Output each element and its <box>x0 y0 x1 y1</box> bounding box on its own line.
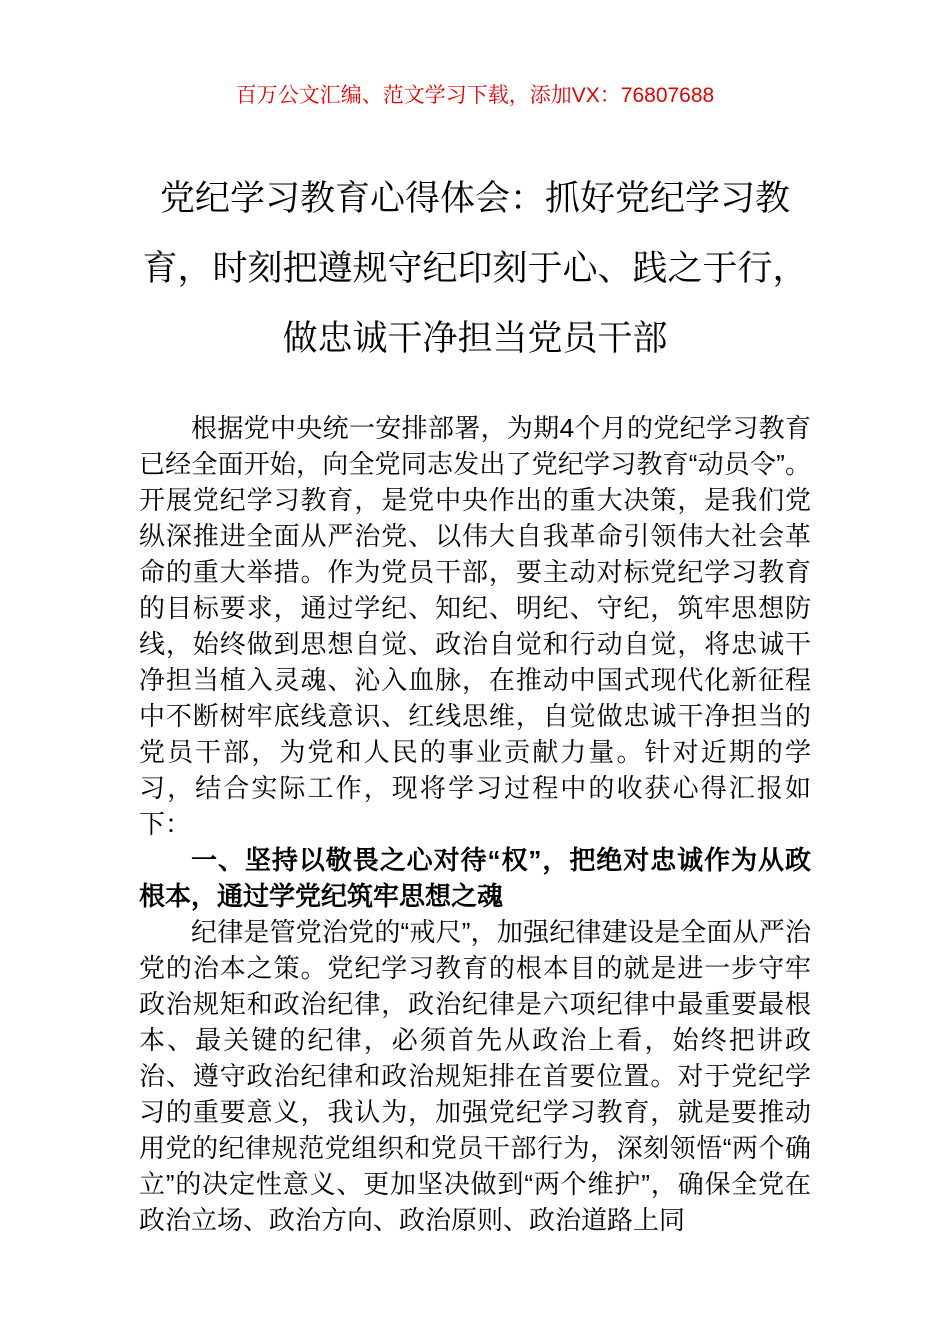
document-body <box>139 410 811 1238</box>
section-heading-one: 一、坚持以敬畏之心对待“权”，把绝对忠诚作为从政根本，通过学党纪筑牢思想之魂 <box>139 845 811 911</box>
paragraph-section-one-body: 纪律是管党治党的“戒尺”，加强纪律建设是全面从严治党的治本之策。党纪学习教育的根本目的就是进一步守牢政治规矩和政治纪律，政治纪律是六项纪律中最重要最根本、最关键的纪律，必须首先从政治上看，始终把讲政治、遵守政治纪律和政治规矩排在首要位置。对于党纪学习的重要意义，我认为，加强党纪学习教育，就是要推动用党的纪律规范党组织和党员干部行为，深刻领悟“两个确立”的决定性意义、更加坚决做到“两个维护”，确保全党在政治立场、政治方向、政治原则、政治道路上同 <box>139 917 811 1235</box>
document-content <box>139 164 811 1238</box>
paragraph-intro: 根据党中央统一安排部署，为期4个月的党纪学习教育已经全面开始，向全党同志发出了党纪学习教育“动员令”。开展党纪学习教育，是党中央作出的重大决策，是我们党纵深推进全面从严治党、以伟大自我革命引领伟大社会革命的重大举措。作为党员干部，要主动对标党纪学习教育的目标要求，通过学纪、知纪、明纪、守纪，筑牢思想防线，始终做到思想自觉、政治自觉和行动自觉，将忠诚干净担当植入灵魂、沁入血脉，在推动中国式现代化新征程中不断树牢底线意识、红线思维，自觉做忠诚干净担当的党员干部，为党和人民的事业贡献力量。针对近期的学习，结合实际工作，现将学习过程中的收获心得汇报如下： <box>139 413 811 839</box>
watermark-notice: 百万公文汇编、范文学习下载，添加VX：76807688 <box>235 84 715 107</box>
document-title: 党纪学习教育心得体会：抓好党纪学习教育，时刻把遵规守纪印刻于心、践之于行，做忠诚干净担当党员干部 <box>142 179 808 358</box>
